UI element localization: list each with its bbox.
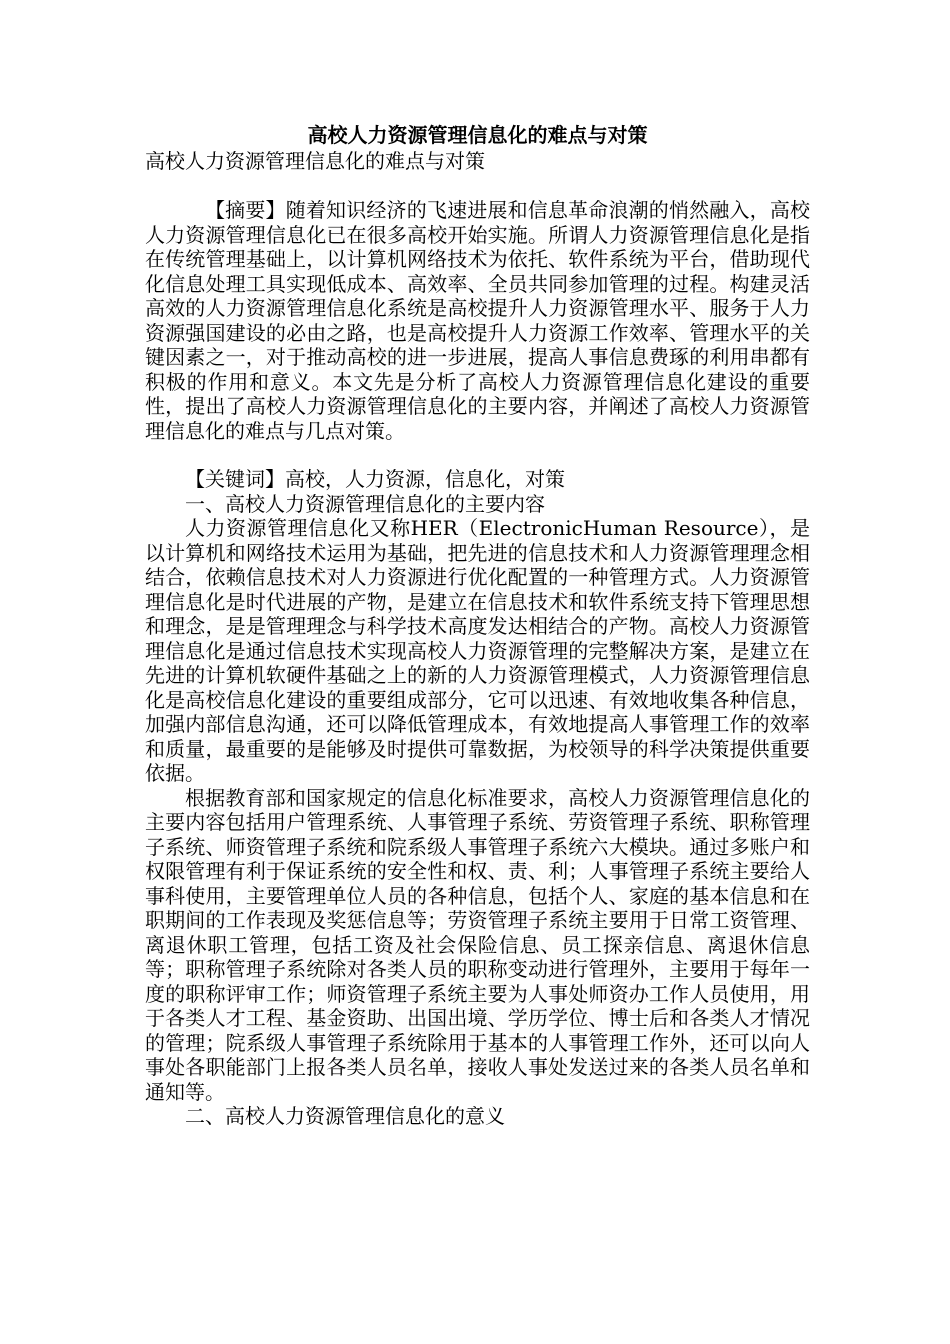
- section1-paragraph-2: 根据教育部和国家规定的信息化标准要求，高校人力资源管理信息化的主要内容包括用户管理系统、人事管理子系统、劳资管理子系统、职称管理子系统、师资管理子系统和院系级人事管理子系统六大模块。通过多账户和权限管理有利于保证系统的安全性和权、责、利；人事管理子系统主要给人事科使用，主要管理单位人员的各种信息，包括个人、家庭的基本信息和在职期间的工作表现及奖惩信息等；劳资管理子系统主要用于日常工资管理、离退休职工管理，包括工资及社会保险信息、员工探亲信息、离退休信息等；职称管理子系统除对各类人员的职称变动进行管理外，主要用于每年一度的职称评审工作；师资管理子系统主要为人事处师资办工作人员使用，用于各类人才工程、基金资助、出国出境、学历学位、博士后和各类人才情况的管理；院系级人事管理子系统除用于基本的人事管理工作外，还可以向人事处各职能部门上报各类人员名单，接收人事处发送过来的各类人员名单和通知等。: [145, 785, 810, 1104]
- spacer: [145, 174, 810, 198]
- section1-paragraph-1: 人力资源管理信息化又称HER（ElectronicHuman Resource），是以计算机和网络技术运用为基础，把先进的信息技术和人力资源管理理念相结合，依赖信息技术对人力资源进行优化配置的一种管理方式。人力资源管理信息化是时代进展的产物，是建立在信息技术和软件系统支持下管理思想和理念，是是管理理念与科学技术高度发达相结合的产物。高校人力资源管理信息化是通过信息技术实现高校人力资源管理的完整解决方案，是建立在先进的计算机软硬件基础之上的新的人力资源管理模式，人力资源管理信息化是高校信息化建设的重要组成部分，它可以迅速、有效地收集各种信息，加强内部信息沟通，还可以降低管理成本，有效地提高人事管理工作的效率和质量，最重要的是能够及时提供可靠数据，为校领导的科学决策提供重要依据。: [145, 516, 810, 785]
- spacer: [145, 443, 810, 467]
- section-heading-2: 二、高校人力资源管理信息化的意义: [185, 1104, 505, 1128]
- abstract-paragraph: 【摘要】随着知识经济的飞速进展和信息革命浪潮的悄然融入，高校人力资源管理信息化已在很多高校开始实施。所谓人力资源管理信息化是指在传统管理基础上，以计算机网络技术为依托、软件系统为平台，借助现代化信息处理工具实现低成本、高效率、全员共同参加管理的过程。构建灵活高效的人力资源管理信息化系统是高校提升人力资源管理水平、服务于人力资源强国建设的必由之路，也是高校提升人力资源工作效率、管理水平的关键因素之一，对于推动高校的进一步进展，提高人事信息费琢的利用串都有积极的作用和意义。本文先是分析了高校人力资源管理信息化建设的重要性，提出了高校人力资源管理信息化的主要内容，并阐述了高校人力资源管理信息化的难点与几点对策。: [145, 198, 810, 443]
- document-subtitle: 高校人力资源管理信息化的难点与对策: [145, 149, 485, 173]
- section-heading-1: 一、高校人力资源管理信息化的主要内容: [185, 491, 545, 516]
- document-title: 高校人力资源管理信息化的难点与对策: [307, 123, 648, 147]
- document-page: [145, 122, 810, 1129]
- keywords-line: 【关键词】高校，人力资源，信息化，对策: [185, 467, 565, 491]
